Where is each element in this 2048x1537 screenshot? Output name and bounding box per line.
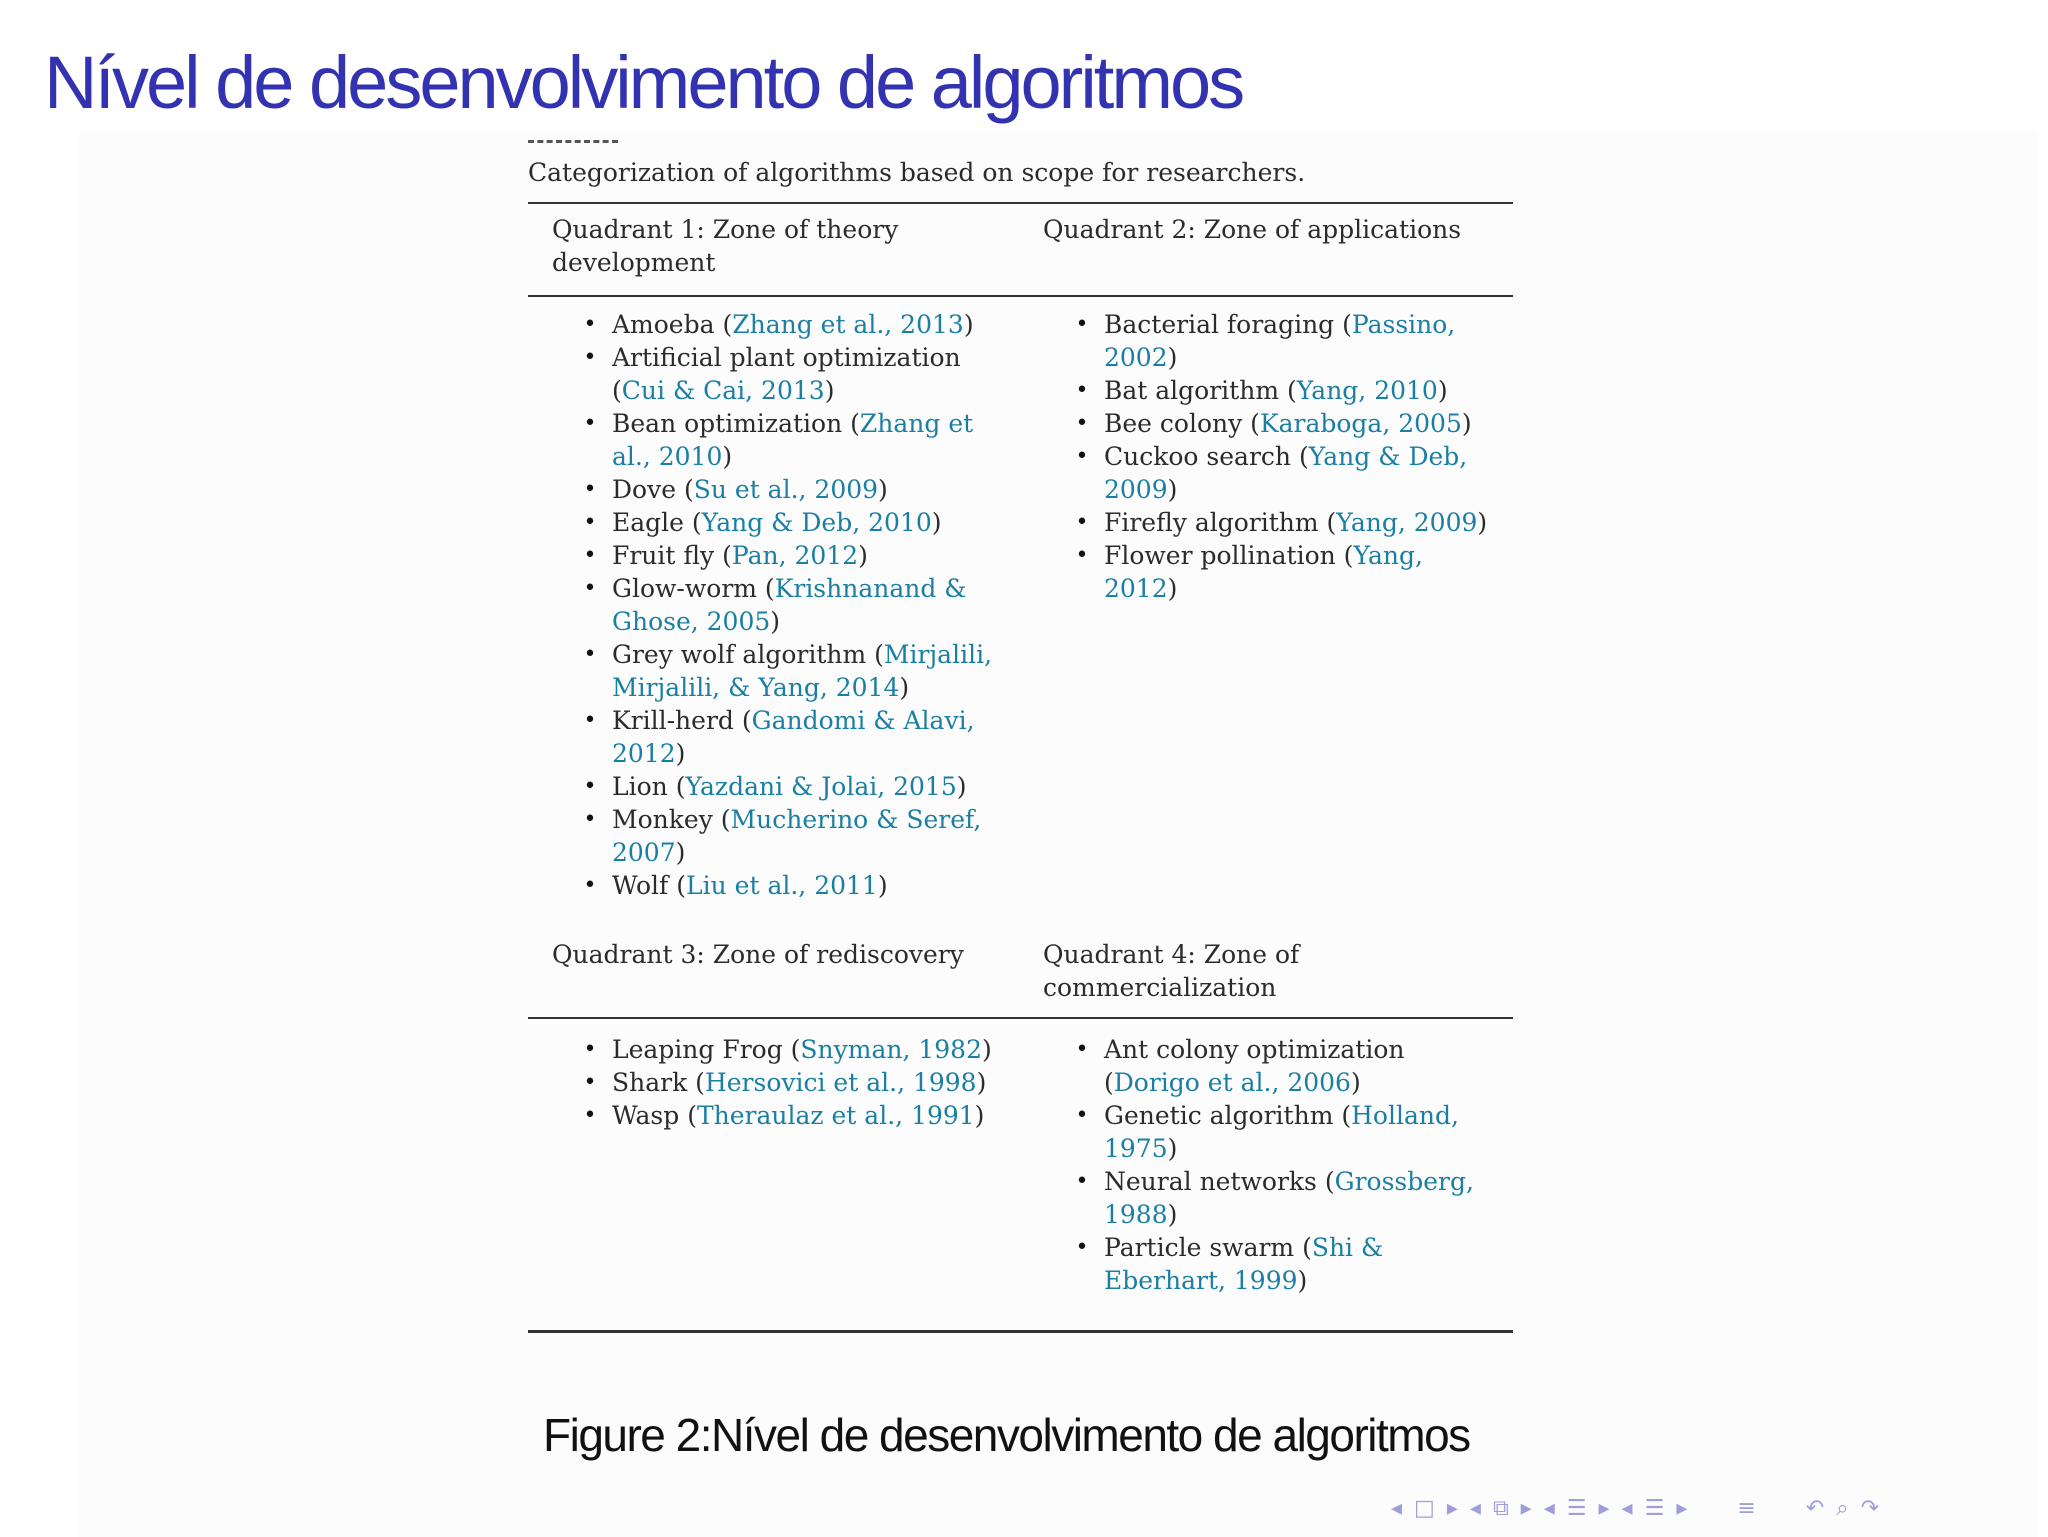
citation-link[interactable]: Karaboga, 2005 <box>1259 409 1462 438</box>
algorithm-list-item: • Cuckoo search (Yang & Deb, 2009) <box>1060 440 1500 506</box>
algorithm-name: Genetic algorithm <box>1104 1101 1334 1130</box>
section-icon[interactable]: ☰ <box>1566 1495 1587 1521</box>
figure-caption: Figure 2:Nível de desenvolvimento de algoritmos <box>543 1409 1470 1461</box>
algorithm-name: Artificial plant optimization <box>612 343 961 372</box>
menu-icon[interactable]: ≡ <box>1737 1495 1756 1521</box>
algorithm-name: Krill-herd <box>612 706 734 735</box>
algorithm-list-item: • Flower pollination (Yang, 2012) <box>1060 539 1500 605</box>
bullet-icon: • <box>583 312 597 337</box>
header-rule-1 <box>528 295 1513 297</box>
algorithm-list-item: • Bean optimization (Zhang et al., 2010) <box>568 407 998 473</box>
bullet-icon: • <box>583 807 597 832</box>
arrow-left-icon[interactable]: ◂ <box>1469 1495 1481 1521</box>
bullet-icon: • <box>583 1037 597 1062</box>
table-bottom-rule <box>528 1330 1513 1333</box>
frame-icon[interactable]: □ <box>1414 1495 1435 1521</box>
quadrant-2-header: Quadrant 2: Zone of applications <box>1043 215 1462 244</box>
undo-icon[interactable]: ↶ <box>1805 1495 1825 1521</box>
algorithm-list-item: • Glow-worm (Krishnanand & Ghose, 2005) <box>568 572 998 638</box>
algorithm-list-item: • Particle swarm (Shi & Eberhart, 1999) <box>1060 1231 1490 1297</box>
algorithm-list-item: • Bacterial foraging (Passino, 2002) <box>1060 308 1500 374</box>
quadrant-1-header: Quadrant 1: Zone of theory development <box>552 215 899 277</box>
citation-link[interactable]: Shi & Eberhart, 1999 <box>1104 1233 1384 1295</box>
citation-link[interactable]: Liu et al., 2011 <box>686 871 878 900</box>
algorithm-name: Lion <box>612 772 668 801</box>
beamer-navigation <box>1385 1491 1885 1525</box>
algorithm-name: Particle swarm <box>1104 1233 1295 1262</box>
bullet-icon: • <box>583 873 597 898</box>
bullet-icon: • <box>1075 1103 1089 1128</box>
algorithm-list-item: • Genetic algorithm (Holland, 1975) <box>1060 1099 1490 1165</box>
figure-image <box>78 132 2038 1537</box>
redo-icon[interactable]: ↷ <box>1860 1495 1879 1521</box>
bullet-icon: • <box>583 774 597 799</box>
arrow-left-icon[interactable]: ◂ <box>1543 1495 1555 1521</box>
arrow-right-icon[interactable]: ▸ <box>1520 1495 1532 1521</box>
algorithm-name: Amoeba <box>612 310 715 339</box>
algorithm-name: Wasp <box>612 1101 680 1130</box>
subsection-icon[interactable]: ⧉ <box>1492 1495 1509 1521</box>
algorithm-list-item: • Eagle (Yang & Deb, 2010) <box>568 506 998 539</box>
bullet-icon: • <box>583 576 597 601</box>
citation-link[interactable]: Theraulaz et al., 1991 <box>696 1101 975 1130</box>
bullet-icon: • <box>583 345 597 370</box>
quadrant-4-list <box>1060 1033 1490 1297</box>
arrow-left-icon[interactable]: ◂ <box>1391 1495 1403 1521</box>
citation-link[interactable]: Yang, 2012 <box>1104 541 1423 603</box>
algorithm-name: Flower pollination <box>1104 541 1336 570</box>
bullet-icon: • <box>583 510 597 535</box>
bullet-icon: • <box>1075 411 1089 436</box>
citation-link[interactable]: Grossberg, 1988 <box>1104 1167 1474 1229</box>
citation-link[interactable]: Hersovici et al., 1998 <box>704 1068 977 1097</box>
algorithm-name: Neural networks <box>1104 1167 1317 1196</box>
algorithm-name: Bee colony <box>1104 409 1243 438</box>
bullet-icon: • <box>1075 1037 1089 1062</box>
document-icon[interactable]: ☰ <box>1644 1495 1665 1521</box>
citation-link[interactable]: Mucherino & Seref, 2007 <box>612 805 982 867</box>
algorithm-name: Bacterial foraging <box>1104 310 1335 339</box>
citation-link[interactable]: Krishnanand & Ghose, 2005 <box>612 574 967 636</box>
algorithm-list-item: • Wolf (Liu et al., 2011) <box>568 869 998 902</box>
citation-link[interactable]: Yang & Deb, 2009 <box>1104 442 1468 504</box>
algorithm-list-item: • Monkey (Mucherino & Seref, 2007) <box>568 803 998 869</box>
algorithm-list-item: • Fruit fly (Pan, 2012) <box>568 539 998 572</box>
algorithm-list-item: • Shark (Hersovici et al., 1998) <box>568 1066 998 1099</box>
algorithm-list-item: • Wasp (Theraulaz et al., 1991) <box>568 1099 998 1132</box>
header-rule-2 <box>528 1017 1513 1019</box>
arrow-right-icon[interactable]: ▸ <box>1598 1495 1610 1521</box>
algorithm-name: Fruit fly <box>612 541 715 570</box>
bullet-icon: • <box>583 1070 597 1095</box>
algorithm-name: Firefly algorithm <box>1104 508 1319 537</box>
bullet-icon: • <box>583 708 597 733</box>
table-caption: Categorization of algorithms based on scope for researchers. <box>528 158 1306 187</box>
quadrant-1-list <box>568 308 998 902</box>
citation-link[interactable]: Mirjalili, Mirjalili, & Yang, 2014 <box>612 640 993 702</box>
arrow-left-icon[interactable]: ◂ <box>1621 1495 1633 1521</box>
citation-link[interactable]: Yazdani & Jolai, 2015 <box>685 772 957 801</box>
algorithm-list-item: • Bee colony (Karaboga, 2005) <box>1060 407 1500 440</box>
algorithm-name: Dove <box>612 475 677 504</box>
algorithm-list-item: • Grey wolf algorithm (Mirjalili, Mirjalili, & Yang, 2014) <box>568 638 998 704</box>
bullet-icon: • <box>1075 1235 1089 1260</box>
algorithm-name: Eagle <box>612 508 684 537</box>
algorithm-list-item: • Ant colony optimization (Dorigo et al., 2006) <box>1060 1033 1490 1099</box>
citation-link[interactable]: Dorigo et al., 2006 <box>1113 1068 1351 1097</box>
algorithm-list-item: • Artificial plant optimization (Cui & Cai, 2013) <box>568 341 998 407</box>
quadrant-3-list <box>568 1033 998 1132</box>
arrow-right-icon[interactable]: ▸ <box>1446 1495 1458 1521</box>
bullet-icon: • <box>583 1103 597 1128</box>
bullet-icon: • <box>1075 312 1089 337</box>
citation-link[interactable]: Yang, 2009 <box>1336 508 1478 537</box>
citation-link[interactable]: Su et al., 2009 <box>693 475 879 504</box>
algorithm-list-item: • Leaping Frog (Snyman, 1982) <box>568 1033 998 1066</box>
citation-link[interactable]: Holland, 1975 <box>1104 1101 1459 1163</box>
bullet-icon: • <box>583 477 597 502</box>
bullet-icon: • <box>1075 444 1089 469</box>
table-label-cutoff <box>528 140 618 153</box>
algorithm-name: Bean optimization <box>612 409 843 438</box>
bullet-icon: • <box>1075 378 1089 403</box>
slide-title: Nível de desenvolvimento de algoritmos <box>44 41 1243 124</box>
bullet-icon: • <box>583 411 597 436</box>
algorithm-list-item: • Bat algorithm (Yang, 2010) <box>1060 374 1500 407</box>
citation-link[interactable]: Pan, 2012 <box>731 541 859 570</box>
algorithm-list-item: • Firefly algorithm (Yang, 2009) <box>1060 506 1500 539</box>
citation-link[interactable]: Snyman, 1982 <box>800 1035 982 1064</box>
algorithm-name: Shark <box>612 1068 688 1097</box>
arrow-right-icon[interactable]: ▸ <box>1676 1495 1688 1521</box>
citation-link[interactable]: Yang & Deb, 2010 <box>701 508 932 537</box>
citation-link[interactable]: Zhang et al., 2010 <box>612 409 974 471</box>
algorithm-list-item: • Krill-herd (Gandomi & Alavi, 2012) <box>568 704 998 770</box>
algorithm-list-item: • Lion (Yazdani & Jolai, 2015) <box>568 770 998 803</box>
search-icon[interactable]: ⌕ <box>1836 1495 1849 1521</box>
bullet-icon: • <box>1075 543 1089 568</box>
algorithm-list-item: • Neural networks (Grossberg, 1988) <box>1060 1165 1490 1231</box>
table-top-rule <box>528 202 1513 204</box>
quadrant-3-header: Quadrant 3: Zone of rediscovery <box>552 940 964 969</box>
bullet-icon: • <box>583 543 597 568</box>
algorithm-list-item: • Dove (Su et al., 2009) <box>568 473 998 506</box>
citation-link[interactable]: Zhang et al., 2013 <box>732 310 964 339</box>
citation-link[interactable]: Cui & Cai, 2013 <box>621 376 825 405</box>
algorithm-name: Cuckoo search <box>1104 442 1292 471</box>
citation-link[interactable]: Gandomi & Alavi, 2012 <box>612 706 975 768</box>
bullet-icon: • <box>1075 510 1089 535</box>
quadrant-2-list <box>1060 308 1500 605</box>
bullet-icon: • <box>583 642 597 667</box>
algorithm-name: Grey wolf algorithm <box>612 640 867 669</box>
algorithm-name: Wolf <box>612 871 669 900</box>
algorithm-name: Leaping Frog <box>612 1035 783 1064</box>
algorithm-name: Glow-worm <box>612 574 757 603</box>
bullet-icon: • <box>1075 1169 1089 1194</box>
quadrant-4-header: Quadrant 4: Zone of commercialization <box>1043 940 1300 1002</box>
algorithm-name: Bat algorithm <box>1104 376 1280 405</box>
citation-link[interactable]: Passino, 2002 <box>1104 310 1456 372</box>
algorithm-list-item: • Amoeba (Zhang et al., 2013) <box>568 308 998 341</box>
algorithm-name: Monkey <box>612 805 713 834</box>
citation-link[interactable]: Yang, 2010 <box>1296 376 1438 405</box>
algorithm-name: Ant colony optimization <box>1104 1035 1405 1064</box>
